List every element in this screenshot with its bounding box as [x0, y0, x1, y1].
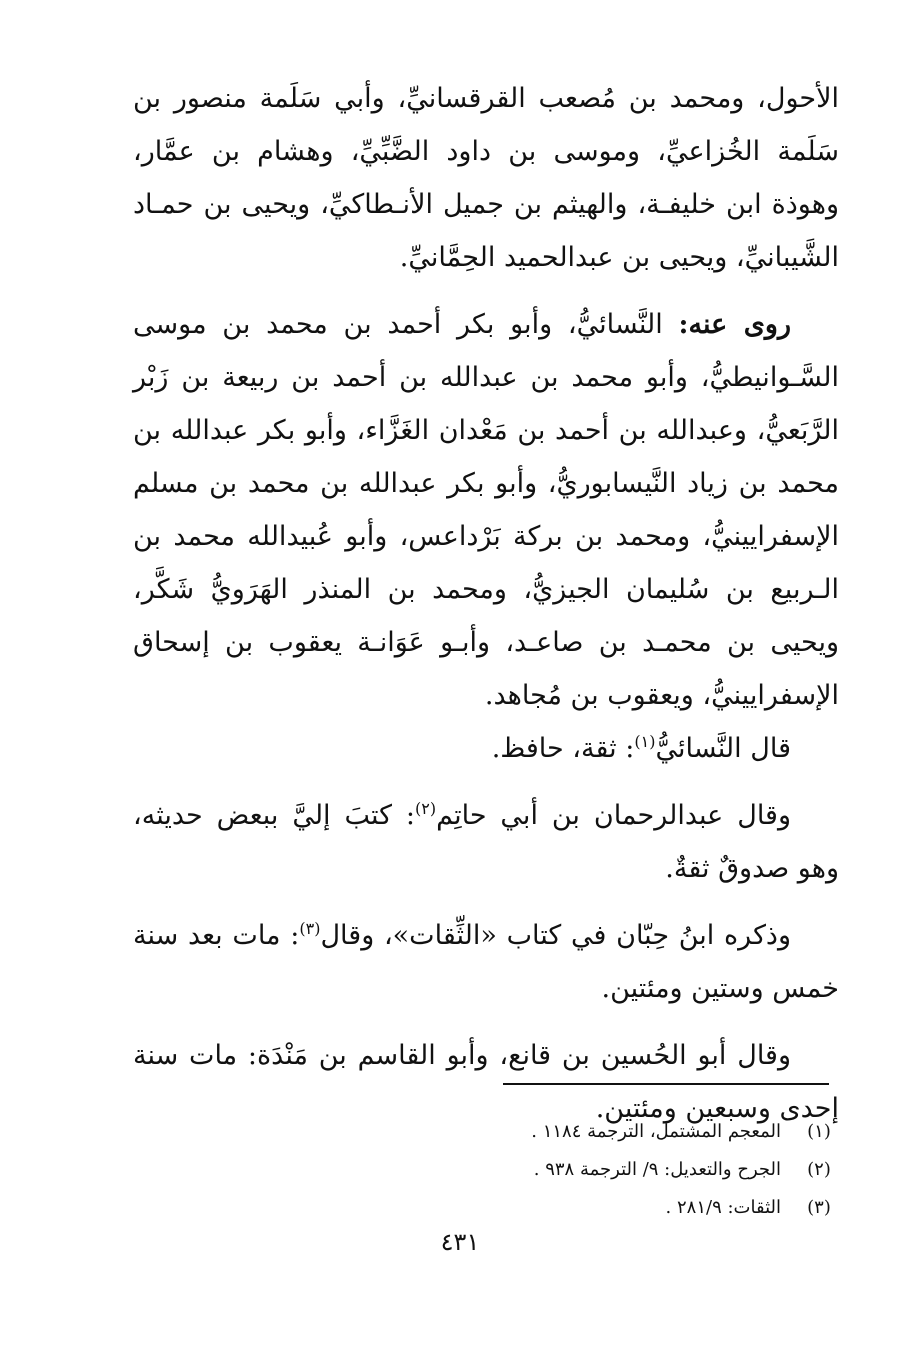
paragraph-nasai-quote	[133, 722, 839, 775]
footnote-number: (١)	[807, 1120, 831, 1142]
footnote-number: (٣)	[807, 1196, 831, 1218]
paragraph-text: النَّسائيُّ، وأبو بكر أحمد بن محمد بن موسى السَّـوانيطيُّ، وأبو محمد بن عبدالله بن أحمد بن ربيعة بن زَبْر الرَّبَعيُّ، وعبدالله بن أحمد بن مَعْدان الغَزَّاء، وأبو بكر عبدالله بن محمد بن زياد النَّيسابوريُّ، وأبو بكر عبدالله بن محمد بن مسلم الإسفرايينيُّ، ومحمد بن بركة بَرْداعس، وأبو عُبيدالله محمد بن الـربيع بن سُليمان الجيزيُّ، ومحمد بن المنذر الهَرَويُّ شَكَّر، ويحيى بن محمـد بن صاعـد، وأبـو عَوَانـة يعقوب بن إسحاق الإسفرايينيُّ، ويعقوب بن مُجاهد.	[133, 309, 839, 711]
footnote-ref: (١)	[634, 732, 656, 751]
footnote-ref: (٣)	[299, 919, 321, 938]
footnotes	[133, 1112, 839, 1226]
footnote-number: (٢)	[807, 1158, 831, 1180]
footnote-item	[133, 1150, 839, 1188]
paragraph-text: الأحول، ومحمد بن مُصعب القرقسانيِّ، وأبي سَلَمة منصور بن سَلَمة الخُزاعيِّ، وموسى بن داود الضَّبِّيِّ، وهشام بن عمَّار، وهوذة ابن خليفـة، والهيثم بن جميل الأنـطاكيِّ، ويحيى بن حمـاد الشَّيبانيِّ، ويحيى بن عبدالحميد الحِمَّانيِّ.	[133, 83, 839, 273]
paragraph-text: وقال أبو الحُسين بن قانع، وأبو القاسم بن مَنْدَة: مات سنة إحدى وسبعين ومئتين.	[133, 1040, 839, 1124]
paragraph-text: : ثقة، حافظ.	[491, 733, 635, 764]
paragraph-lead: روى عنه:	[678, 309, 792, 340]
paragraph-narrators	[133, 298, 839, 722]
paragraph-text: قال النَّسائيُّ	[655, 733, 791, 764]
paragraph-text: وذكره ابنُ حِبّان في كتاب «الثِّقات»، وقال	[320, 920, 791, 951]
paragraph-abi-hatim-quote	[133, 789, 839, 895]
footnote-item	[133, 1112, 839, 1150]
paragraph-teachers	[133, 72, 839, 284]
footnote-separator	[503, 1083, 829, 1085]
footnote-text: الثقات: ٢٨١/٩ .	[665, 1196, 781, 1218]
paragraph-text: وقال عبدالرحمان بن أبي حاتِم	[436, 800, 791, 831]
footnote-text: الجرح والتعديل: ٩/ الترجمة ٩٣٨ .	[533, 1158, 781, 1180]
footnote-ref: (٢)	[415, 799, 437, 818]
footnote-item	[133, 1188, 839, 1226]
paragraph-text: : كتبَ إليَّ ببعض حديثه، وهو صدوقٌ ثقةٌ.	[133, 800, 839, 884]
footnote-text: المعجم المشتمل، الترجمة ١١٨٤ .	[531, 1120, 781, 1142]
paragraph-ibn-hibban	[133, 909, 839, 1015]
page-number: ٤٣١	[440, 1228, 480, 1256]
paragraph-text: : مات بعد سنة خمس وستين ومئتين.	[133, 920, 839, 1004]
main-text	[133, 72, 839, 1135]
